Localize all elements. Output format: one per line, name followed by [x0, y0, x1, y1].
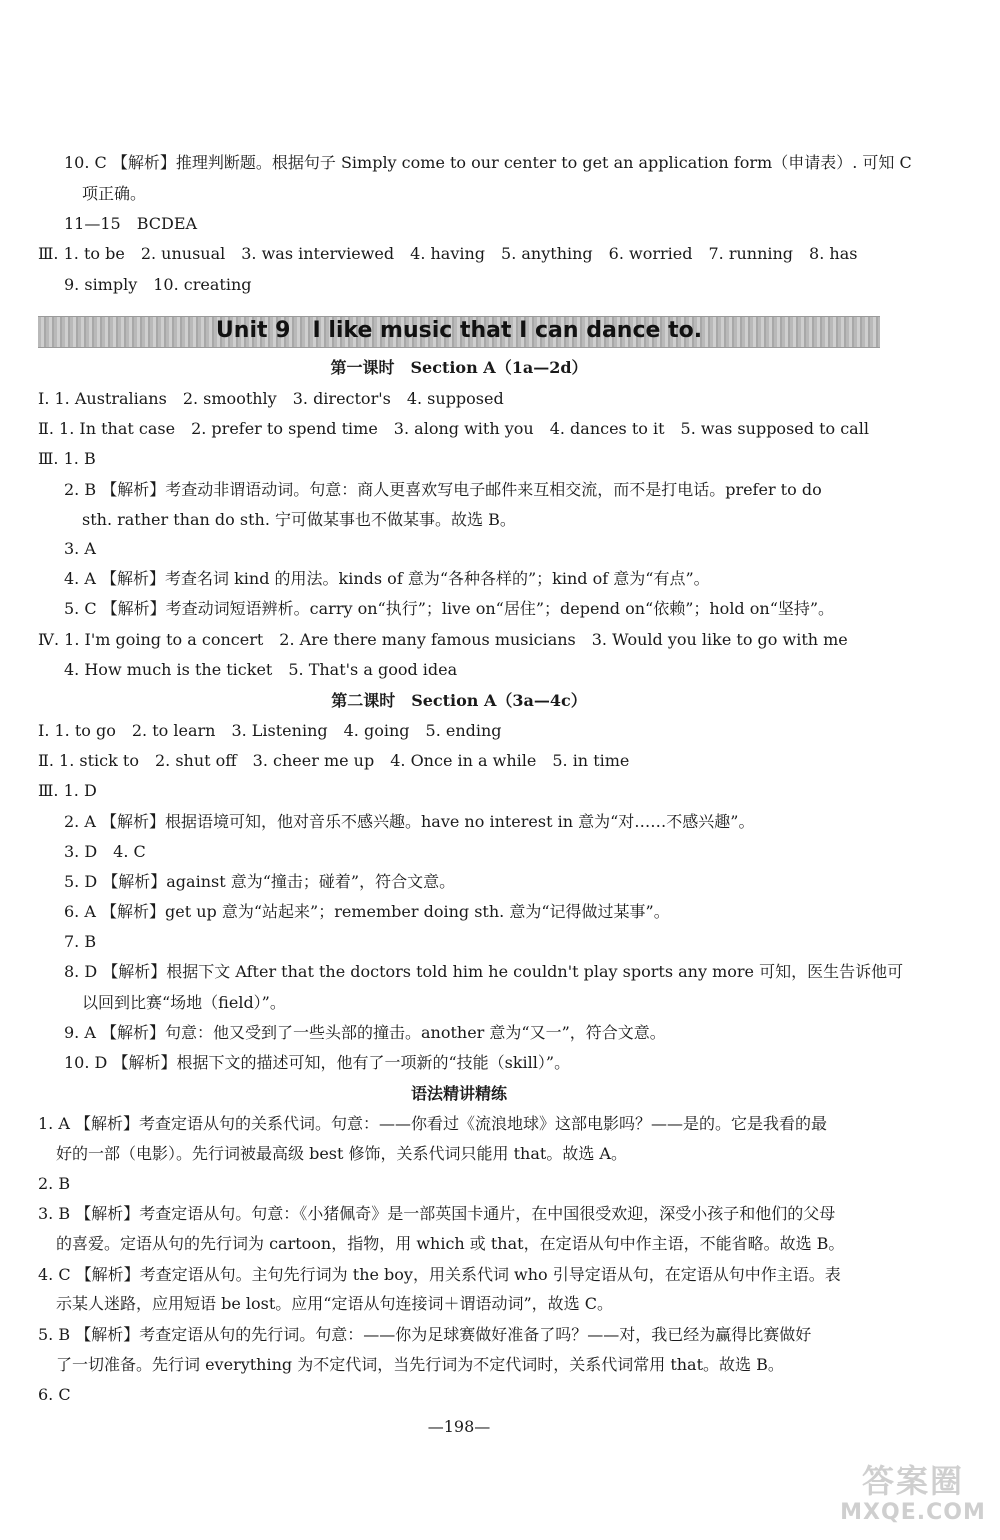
answer-line: 2. B: [38, 1174, 71, 1193]
answer-line: 2. B 【解析】考查动非谓语动词。句意：商人更喜欢写电子邮件来互相交流，而不是打电话。prefer to do: [64, 480, 822, 499]
answer-line: 3. D 4. C: [64, 842, 146, 861]
answer-line: 3. A: [64, 539, 96, 558]
answer-line: Ⅱ. 1. In that case 2. prefer to spend time 3. along with you 4. dances to it 5. was supposed to call: [38, 419, 869, 438]
answer-line: 了一切准备。先行词 everything 为不定代词，当先行词为不定代词时，关系代词常用 that。故选 B。: [56, 1355, 784, 1374]
answer-line: 好的一部（电影）。先行词被最高级 best 修饰，关系代词只能用 that。故选 A。: [56, 1144, 627, 1163]
watermark-logo: [838, 1462, 988, 1532]
answer-line: Ⅱ. 1. stick to 2. shut off 3. cheer me up 4. Once in a while 5. in time: [38, 751, 630, 770]
answer-line: Ⅲ. 1. to be 2. unusual 3. was interviewed 4. having 5. anything 6. worried 7. running 8. has: [38, 244, 858, 263]
answer-line: 10. D 【解析】根据下文的描述可知，他有了一项新的“技能（skill）”。: [64, 1053, 571, 1072]
answer-line: 4. C 【解析】考查定语从句。主句先行词为 the boy，用关系代词 who 引导定语从句，在定语从句中作主语。表: [38, 1265, 841, 1284]
answer-line: 以回到比赛“场地（field）”。: [82, 993, 286, 1012]
page-number: —198—: [427, 1417, 491, 1436]
answer-line: 11—15 BCDEA: [64, 214, 198, 233]
answer-line: 4. A 【解析】考查名词 kind 的用法。kinds of 意为“各种各样的”；kind of 意为“有点”。: [64, 569, 710, 588]
answer-line: Ⅲ. 1. D: [38, 781, 97, 800]
answer-line: 6. A 【解析】get up 意为“站起来”；remember doing sth. 意为“记得做过某事”。: [64, 902, 670, 921]
answer-line: 项正确。: [82, 184, 147, 203]
answer-line: 5. C 【解析】考查动词短语辨析。carry on“执行”；live on“居住”；depend on“依赖”；hold on“坚持”。: [64, 599, 835, 618]
answer-line: 8. D 【解析】根据下文 After that the doctors told him he couldn't play sports any more 可知，医生告诉他可: [64, 962, 904, 981]
answer-line: 9. A 【解析】句意：他又受到了一些头部的撞击。another 意为“又一”，符合文意。: [64, 1023, 666, 1042]
answer-line: 5. D 【解析】against 意为“撞击；碰着”，符合文意。: [64, 872, 456, 891]
answer-line: 9. simply 10. creating: [64, 275, 252, 294]
section-heading: 语法精讲精练: [410, 1084, 507, 1103]
answer-line: 2. A 【解析】根据语境可知，他对音乐不感兴趣。have no interest in 意为“对……不感兴趣”。: [64, 812, 755, 831]
answer-line: 7. B: [64, 932, 97, 951]
answer-line: sth. rather than do sth. 宁可做某事也不做某事。故选 B。: [82, 510, 516, 529]
unit-title: Unit 9 I like music that I can dance to.: [215, 318, 703, 343]
answer-line: 6. C: [38, 1385, 71, 1404]
answer-line: 10. C 【解析】推理判断题。根据句子 Simply come to our center to get an application form（申请表）. 可知 C: [64, 153, 912, 172]
lesson-heading: 第一课时 Section A（1a—2d）: [330, 358, 588, 377]
answer-line: Ⅳ. 1. I'm going to a concert 2. Are there many famous musicians 3. Would you like to go with me: [38, 630, 848, 649]
watermark-logo-text: 答案圈: [861, 1462, 964, 1500]
answer-line: 的喜爱。定语从句的先行词为 cartoon，指物，用 which 或 that，在定语从句中作主语，不能省略。故选 B。: [56, 1234, 845, 1253]
answer-line: 1. A 【解析】考查定语从句的关系代词。句意：——你看过《流浪地球》这部电影吗？——是的。它是我看的最: [38, 1114, 827, 1133]
answer-line: Ⅰ. 1. to go 2. to learn 3. Listening 4. going 5. ending: [38, 721, 502, 740]
watermark-logo-url: MXQE.COM: [840, 1500, 986, 1525]
lesson-heading: 第二课时 Section A（3a—4c）: [331, 691, 587, 710]
answer-line: 4. How much is the ticket 5. That's a good idea: [64, 660, 458, 679]
answer-line: 示某人迷路，应用短语 be lost。应用“定语从句连接词＋谓语动词”，故选 C。: [56, 1294, 613, 1313]
answer-line: Ⅰ. 1. Australians 2. smoothly 3. director's 4. supposed: [38, 389, 504, 408]
answer-line: 3. B 【解析】考查定语从句。句意：《小猪佩奇》是一部英国卡通片，在中国很受欢迎，深受小孩子和他们的父母: [38, 1204, 836, 1223]
answer-line: 5. B 【解析】考查定语从句的先行词。句意：——你为足球赛做好准备了吗？——对，我已经为赢得比赛做好: [38, 1325, 812, 1344]
answer-line: Ⅲ. 1. B: [38, 449, 96, 468]
